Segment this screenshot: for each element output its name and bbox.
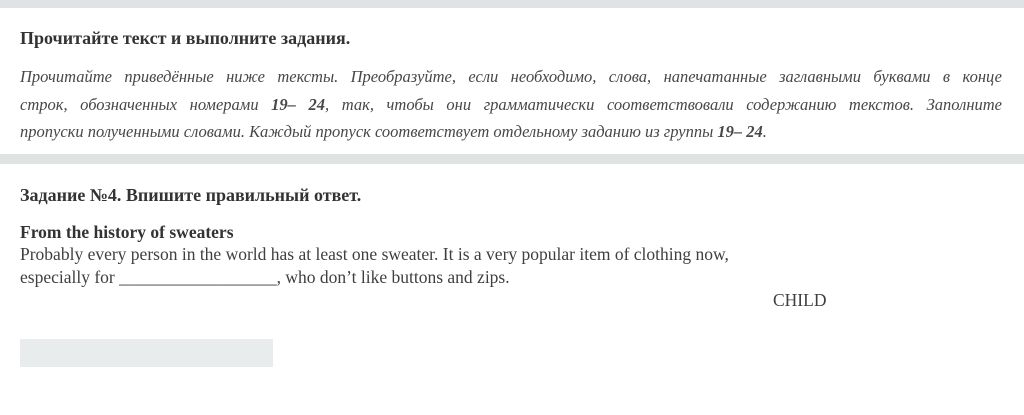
instructions-heading: Прочитайте текст и выполните задания. <box>20 28 351 48</box>
task-section <box>0 184 1024 367</box>
paragraph-line-2 <box>20 91 1002 119</box>
story-line-1: Probably every person in the world has at least one sweater. It is a very popular item of clothing now, <box>20 244 729 264</box>
paragraph-line-3 <box>20 118 1002 146</box>
keyword-capitalized: CHILD <box>773 290 827 310</box>
story-line-2 <box>20 266 1002 289</box>
story-text-after-blank: , who don’t like buttons and zips. <box>276 267 510 287</box>
paragraph-text: . <box>762 122 767 141</box>
story-title: From the history of sweaters <box>20 222 234 242</box>
answer-input[interactable] <box>20 339 273 367</box>
instructions-section <box>0 8 1024 154</box>
task-range-numbers: 19– 24 <box>271 94 326 114</box>
paragraph-text: строк, обозначенных номерами <box>20 94 272 114</box>
paragraph-line-1: Прочитайте приведённые ниже тексты. Преобразуйте, если необходимо, слова, напечатанные заглавными буквами в конце <box>20 67 1002 86</box>
story-text-before-blank: especially for <box>20 267 120 287</box>
section-divider-band <box>0 154 1024 164</box>
paragraph-text: , так, чтобы они грамматически соответствовали содержанию текстов. Заполните <box>325 94 1003 114</box>
task-range-numbers: 19– 24 <box>717 122 763 141</box>
paragraph-text: пропуски полученными словами. Каждый пропуск соответствует отдельному заданию из группы <box>20 122 718 141</box>
instructions-paragraph <box>20 63 1002 146</box>
story-text <box>20 243 1002 312</box>
answer-blank-line: __________________ <box>119 267 277 287</box>
task-heading: Задание №4. Впишите правильный ответ. <box>20 185 362 205</box>
top-divider-band <box>0 0 1024 8</box>
